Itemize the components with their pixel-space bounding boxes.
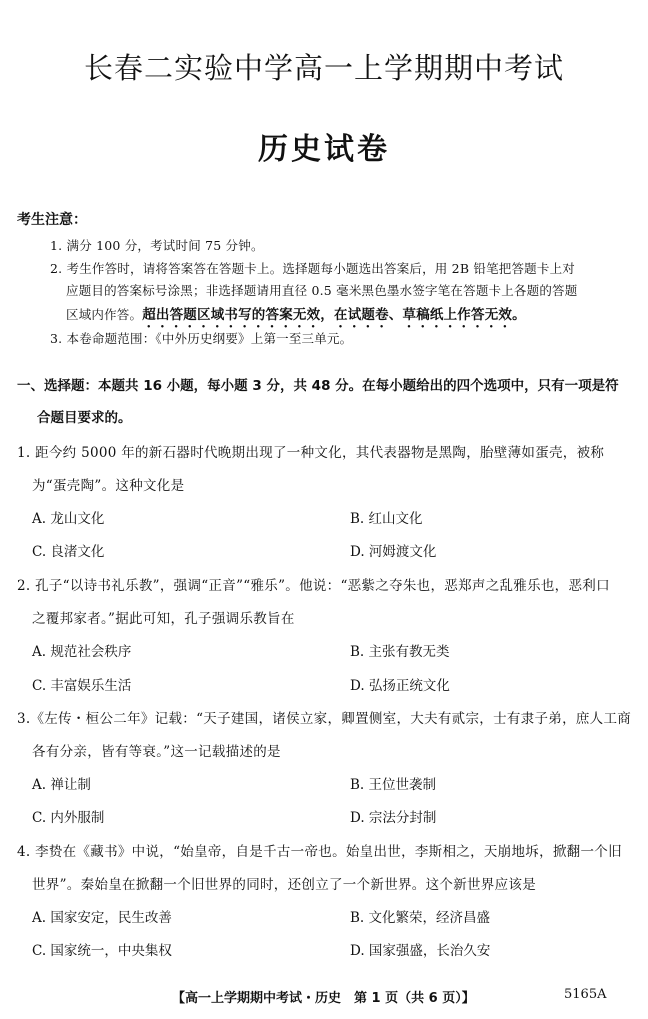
question-1-option-c: C. 良渚文化 <box>32 544 105 560</box>
question-1-option-d: D. 河姆渡文化 <box>350 544 437 560</box>
paper-code: 5165A <box>564 987 607 1002</box>
question-1-text-cont: 为“蛋壳陶”。这种文化是 <box>32 478 185 494</box>
question-3-option-b: B. 王位世袭制 <box>350 777 437 793</box>
question-3-option-c: C. 内外服制 <box>32 810 105 826</box>
question-4-option-d: D. 国家强盛，长治久安 <box>350 943 491 959</box>
question-4-text: 4. 李贽在《藏书》中说，“始皇帝，自是千古一帝也。始皇出世，李斯相之，天崩地坼，掀翻一个旧 <box>17 844 622 860</box>
notice-item-2-line-3 <box>66 303 526 331</box>
question-3-option-a: A. 禅让制 <box>32 777 91 793</box>
notice-heading: 考生注意： <box>17 212 87 228</box>
question-4-option-b: B. 文化繁荣，经济昌盛 <box>350 910 491 926</box>
notice-item-1: 1. 满分 100 分，考试时间 75 分钟。 <box>50 238 264 253</box>
section-heading-line-1: 一、选择题：本题共 16 小题，每小题 3 分，共 48 分。在每小题给出的四个选项中，只有一项是符 <box>17 378 619 394</box>
question-2-text: 2. 孔子“以诗书礼乐教”，强调“正音”“雅乐”。他说：“恶紫之夺朱也，恶郑声之乱雅乐也，恶利口 <box>17 578 610 594</box>
question-2-option-d: D. 弘扬正统文化 <box>350 678 450 694</box>
page-footer: 【高一上学期期中考试・历史 第 1 页（共 6 页）】 <box>172 991 475 1006</box>
question-1-text: 1. 距今约 5000 年的新石器时代晚期出现了一种文化，其代表器物是黑陶，胎壁薄如蛋壳，被称 <box>17 445 605 461</box>
notice-item-2-line-2: 应题目的答案标号涂黑；非选择题请用直径 0.5 毫米黑色墨水签字笔在答题卡上各题的答题 <box>66 283 578 298</box>
exam-subject-title: 历史试卷 <box>258 132 390 167</box>
notice-item-3: 3. 本卷命题范围：《中外历史纲要》上第一至三单元。 <box>50 331 353 346</box>
notice-emphasis-text: 超出答题区域书写的答案无效，在试题卷、草稿纸上作答无效。 <box>142 307 526 323</box>
question-2-option-c: C. 丰富娱乐生活 <box>32 678 132 694</box>
exam-title: 长春二实验中学高一上学期期中考试 <box>83 51 564 85</box>
section-heading-line-2: 合题目要求的。 <box>37 410 132 426</box>
question-2-text-cont: 之覆邦家者。”据此可知，孔子强调乐教旨在 <box>32 611 295 627</box>
question-3-text: 3.《左传・桓公二年》记载：“天子建国，诸侯立家，卿置侧室，大夫有贰宗，士有隶子弟，庶人工商 <box>17 711 632 727</box>
question-4-option-c: C. 国家统一，中央集权 <box>32 943 172 959</box>
question-3-text-cont: 各有分亲，皆有等衰。”这一记载描述的是 <box>32 744 281 760</box>
question-3-option-d: D. 宗法分封制 <box>350 810 437 826</box>
notice-item-2-line-3-text: 区域内作答。 <box>66 307 143 322</box>
question-2-option-b: B. 主张有教无类 <box>350 644 450 660</box>
question-4-text-cont: 世界”。秦始皇在掀翻一个旧世界的同时，还创立了一个新世界。这个新世界应该是 <box>32 877 537 893</box>
question-4-option-a: A. 国家安定，民生改善 <box>32 910 172 926</box>
notice-item-2-line-1: 2. 考生作答时，请将答案答在答题卡上。选择题每小题选出答案后，用 2B 铅笔把答题卡上对 <box>50 261 575 276</box>
question-2-option-a: A. 规范社会秩序 <box>32 644 132 660</box>
question-1-option-b: B. 红山文化 <box>350 511 423 527</box>
question-1-option-a: A. 龙山文化 <box>32 511 105 527</box>
